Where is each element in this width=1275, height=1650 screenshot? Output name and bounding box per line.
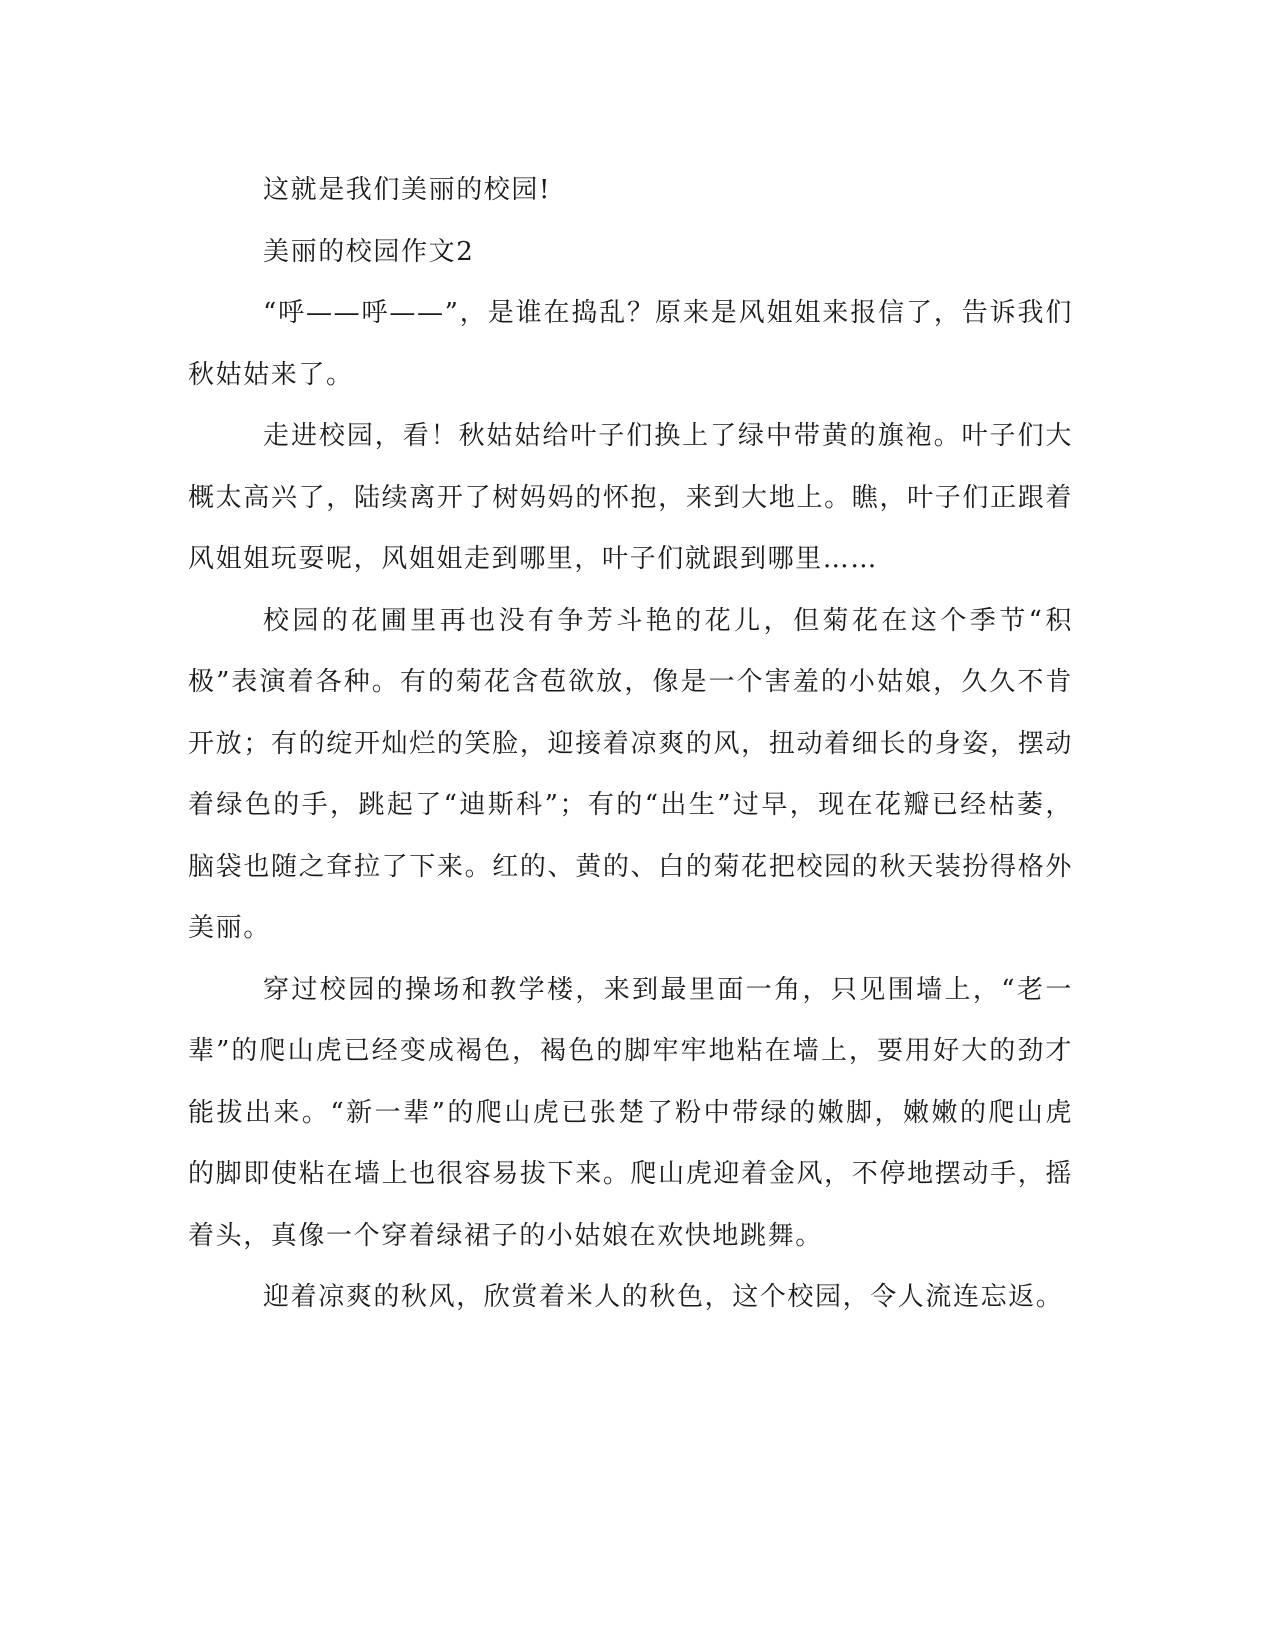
closing-line: 这就是我们美丽的校园! (263, 175, 552, 205)
essay-title: 美丽的校园作文2 (263, 236, 475, 267)
paragraph: “呼——呼——”，是谁在捣乱？原来是风姐姐来报信了，告诉我们秋姑姑来了。 (188, 298, 1073, 390)
paragraph: 校园的花圃里再也没有争芳斗艳的花儿，但菊花在这个季节“积极”表演着各种。有的菊花含苞欲放，像是一个害羞的小姑娘，久久不肯开放；有的绽开灿烂的笑脸，迎接着凉爽的风，扭动着细长的身姿，摆动着绿色的手，跳起了“迪斯科”；有的“出生”过早，现在花瓣已经枯萎，脑袋也随之耷拉了下来。红的、黄的、白的菊花把校园的秋天装扮得格外美丽。 (188, 605, 1073, 943)
paragraph: 穿过校园的操场和教学楼，来到最里面一角，只见围墙上，“老一辈”的爬山虎已经变成褐色，褐色的脚牢牢地粘在墙上，要用好大的劲才能拔出来。“新一辈”的爬山虎已张楚了粉中带绿的嫩脚，嫩嫩的爬山虎的脚即使粘在墙上也很容易拔下来。爬山虎迎着金风，不停地摆动手，摇着头，真像一个穿着绿裙子的小姑娘在欢快地跳舞。 (188, 974, 1073, 1251)
essay-body (188, 160, 1073, 1329)
paragraph: 走进校园，看！秋姑姑给叶子们换上了绿中带黄的旗袍。叶子们大概太高兴了，陆续离开了树妈妈的怀抱，来到大地上。瞧，叶子们正跟着风姐姐玩耍呢，风姐姐走到哪里，叶子们就跟到哪里…… (188, 421, 1073, 574)
paragraph: 迎着凉爽的秋风，欣赏着米人的秋色，这个校园，令人流连忘返。 (263, 1282, 1064, 1312)
